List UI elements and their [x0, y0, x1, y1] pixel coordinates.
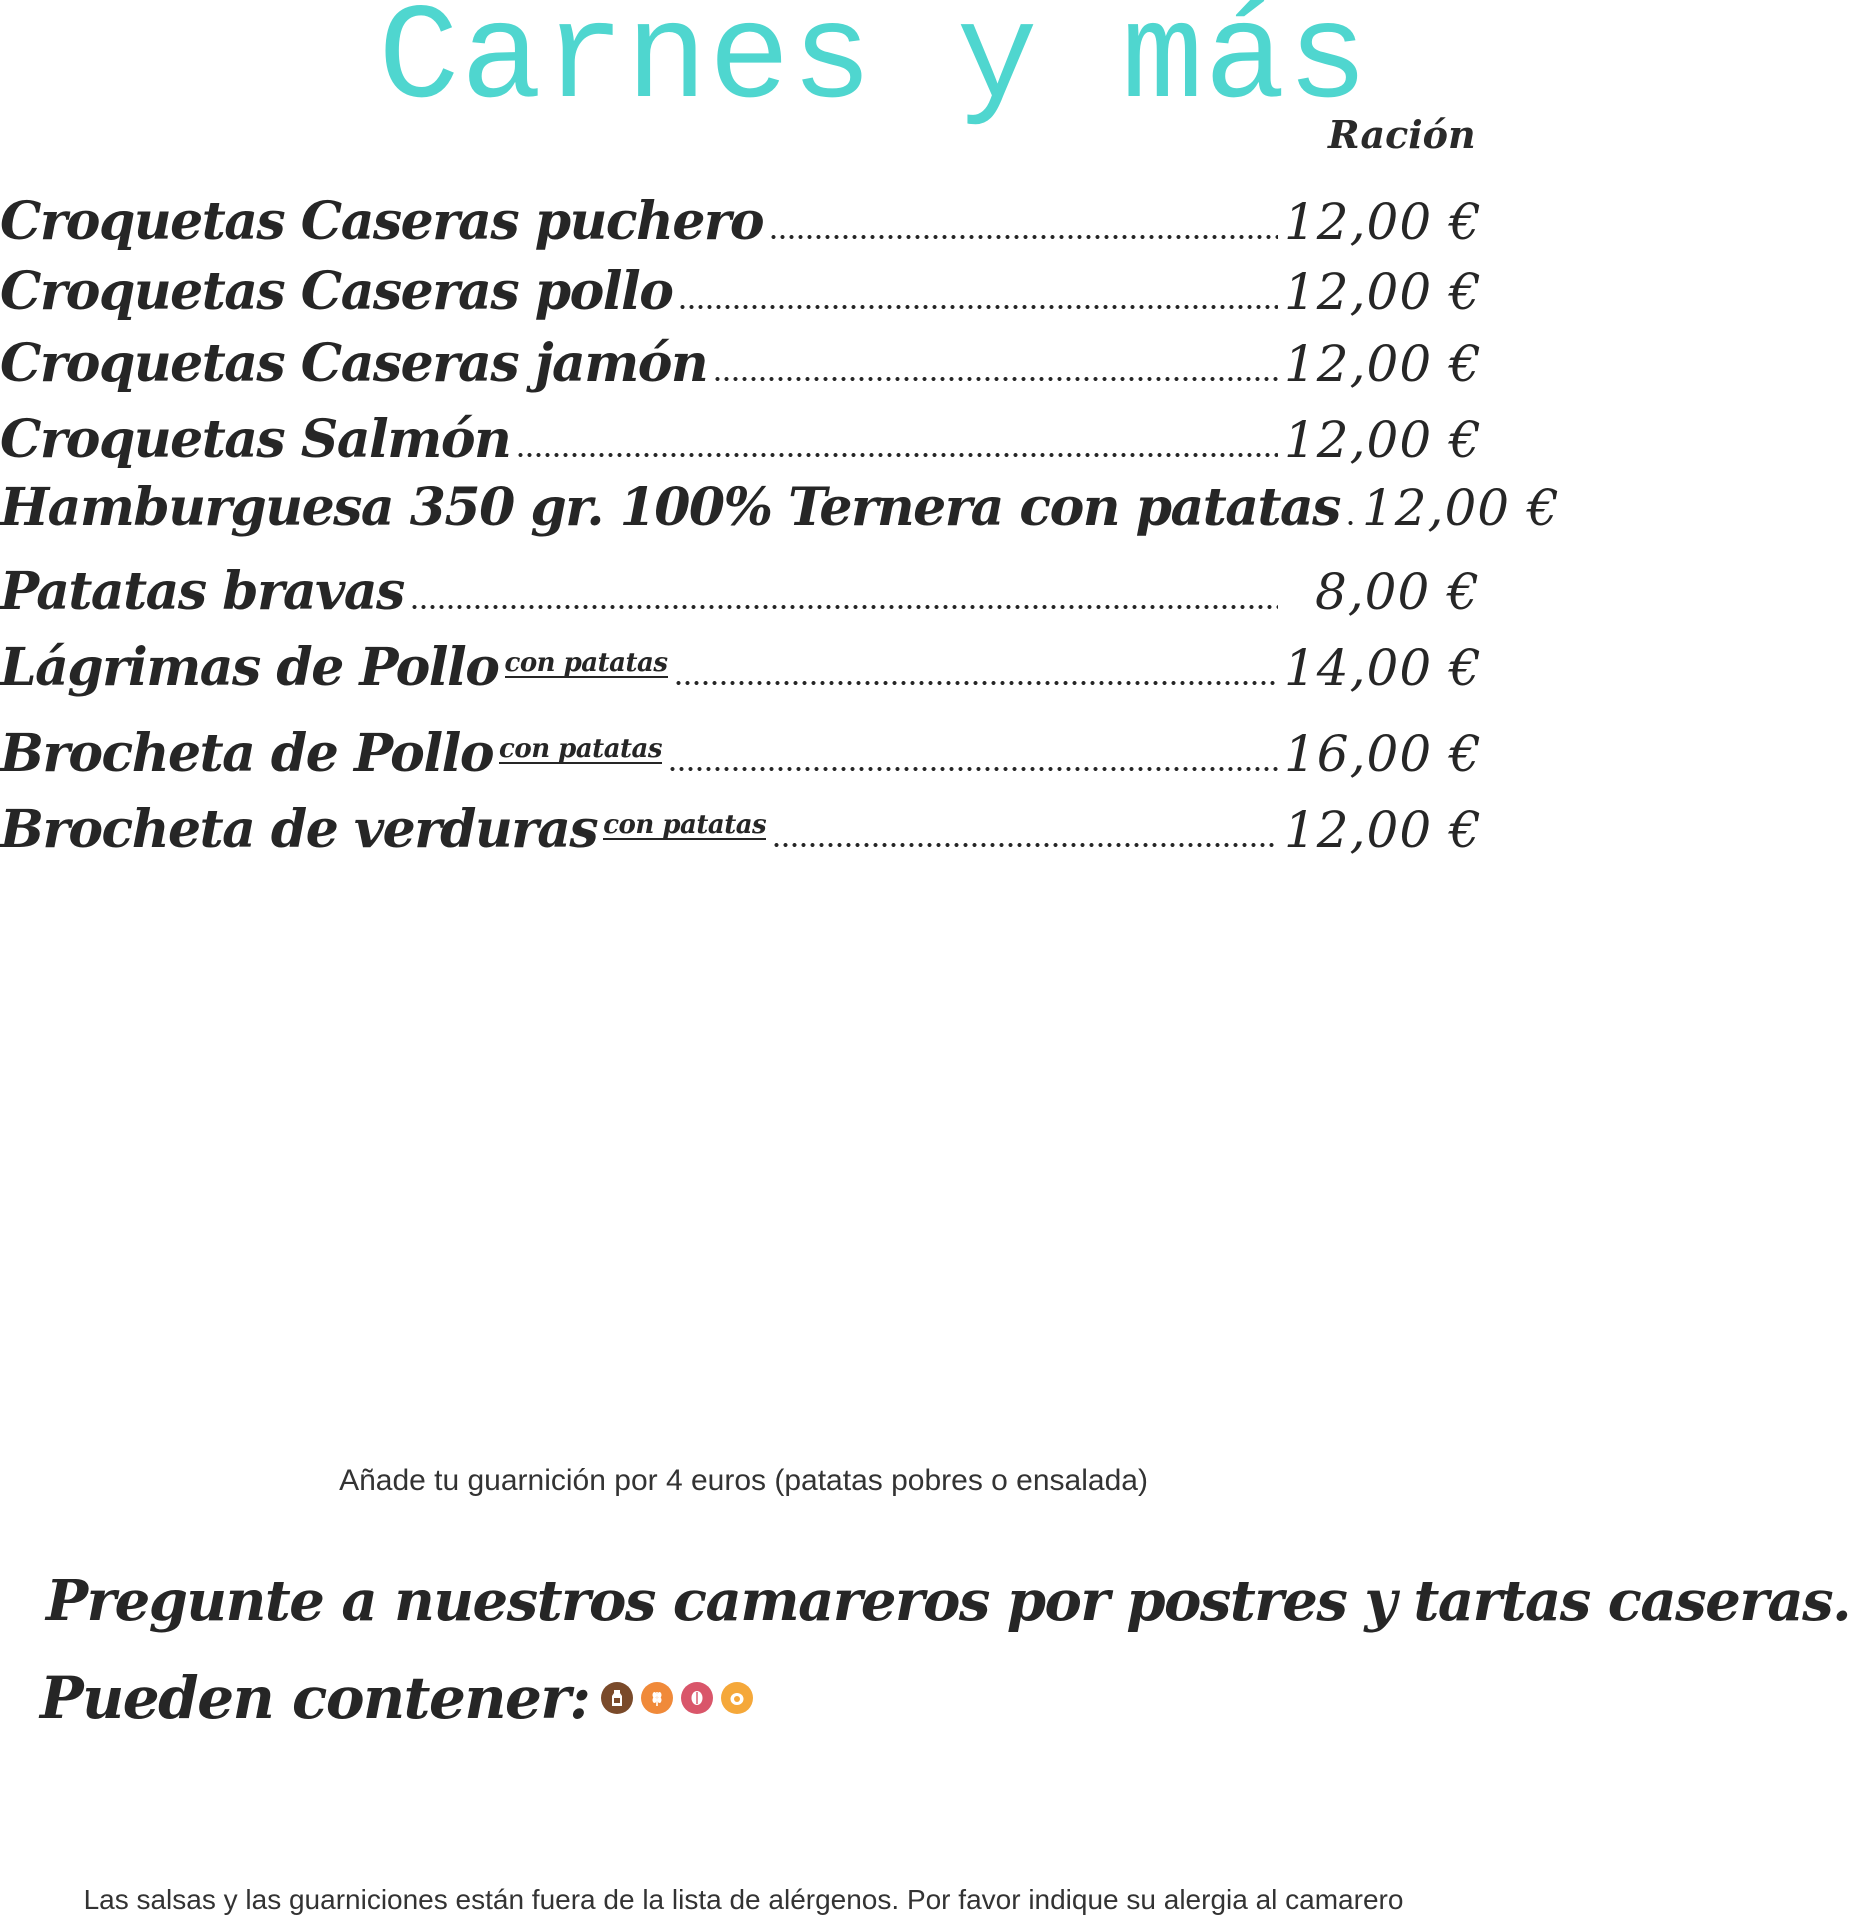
menu-item	[0, 250, 1480, 324]
menu-item	[0, 322, 1480, 396]
allergens-label: Pueden contener:	[40, 1664, 590, 1732]
page-title: Carnes y más	[378, 0, 1370, 137]
menu-item	[0, 626, 1480, 700]
dot-leader	[668, 766, 1278, 772]
milk-icon	[601, 1682, 633, 1714]
dot-leader	[772, 842, 1278, 848]
portion-column-header: Ración	[1328, 112, 1476, 157]
menu-item-name: Hamburguesa 350 gr. 100% Ternera con patatas	[0, 477, 1340, 538]
dot-leader	[1346, 520, 1356, 526]
menu-item-price: 8,00 €	[1314, 563, 1480, 621]
menu-item-name: Brocheta de verduras	[0, 799, 598, 860]
menu-item-price: 12,00 €	[1284, 335, 1482, 393]
dot-leader	[678, 304, 1278, 310]
menu-item-name: Patatas bravas	[0, 561, 404, 622]
menu-item-name: Croquetas Salmón	[0, 409, 511, 470]
dot-leader	[674, 680, 1278, 686]
menu-item-price: 12,00 €	[1284, 801, 1482, 859]
menu-item-name: Croquetas Caseras puchero	[0, 191, 764, 252]
menu-item-price: 14,00 €	[1284, 639, 1482, 697]
menu-item-note: con patatas	[499, 734, 663, 764]
menu-item-name: Croquetas Caseras jamón	[0, 333, 708, 394]
menu-item-name: Lágrimas de Pollo	[0, 637, 499, 698]
menu-item	[0, 712, 1480, 786]
menu-item-price: 16,00 €	[1284, 725, 1482, 783]
dot-leader	[516, 452, 1278, 458]
desserts-note: Pregunte a nuestros camareros por postres y tartas caseras.	[46, 1568, 1850, 1634]
garnish-note: Añade tu guarnición por 4 euros (patatas pobres o ensalada)	[339, 1464, 1148, 1497]
dot-leader	[713, 376, 1278, 382]
menu-item	[0, 398, 1480, 472]
egg-icon	[721, 1682, 753, 1714]
menu-item-note: con patatas	[504, 648, 668, 678]
menu-item-price: 12,00 €	[1284, 263, 1482, 321]
menu-item-price: 12,00 €	[1284, 193, 1482, 251]
allergen-disclaimer: Las salsas y las guarniciones están fuera de la lista de alérgenos. Por favor indique su alergia al camarero	[83, 1884, 1404, 1915]
menu-item	[0, 550, 1480, 624]
menu-item-name: Brocheta de Pollo	[0, 723, 494, 784]
menu-item-price: 12,00 €	[1361, 479, 1560, 537]
menu-item	[0, 180, 1480, 254]
menu-item	[0, 466, 1560, 540]
allergen-row	[40, 1664, 761, 1732]
menu-item-price: 12,00 €	[1284, 411, 1482, 469]
nuts-icon	[681, 1682, 713, 1714]
dot-leader	[410, 604, 1278, 610]
menu-item-note: con patatas	[603, 810, 767, 840]
dot-leader	[769, 234, 1278, 240]
menu-item	[0, 788, 1480, 862]
menu-item-name: Croquetas Caseras pollo	[0, 261, 673, 322]
gluten-icon	[641, 1682, 673, 1714]
